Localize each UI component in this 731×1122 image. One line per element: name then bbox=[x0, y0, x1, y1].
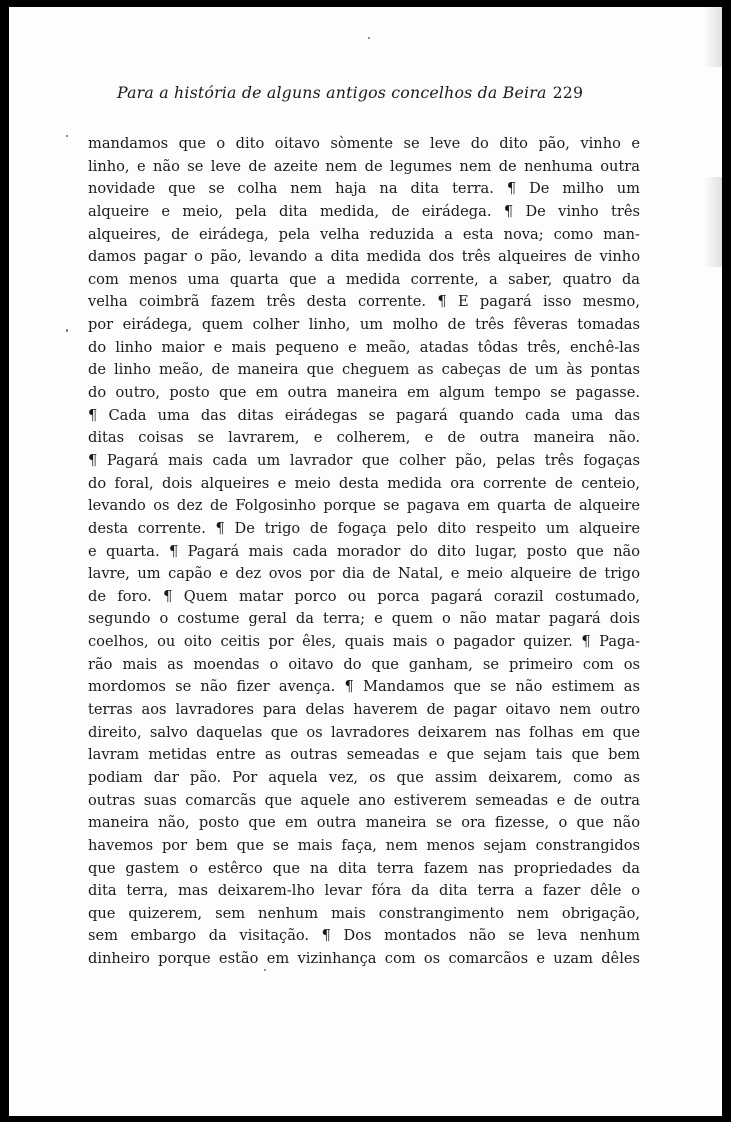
page-edge-smudge bbox=[704, 177, 722, 267]
text-line: damos pagar o pão, levando a dita medida dos três alqueires de vinho bbox=[88, 248, 640, 266]
page-edge-smudge bbox=[704, 7, 722, 67]
text-line: levando os dez de Folgosinho porque se pagava em quarta de alqueire bbox=[88, 497, 640, 515]
text-line: sem embargo da visitação. ¶ Dos montados não se leva nenhum bbox=[88, 927, 640, 945]
text-line: mordomos se não fizer avença. ¶ Mandamos que se não estimem as bbox=[88, 678, 640, 696]
text-line: maneira não, posto que em outra maneira se ora fizesse, o que não bbox=[88, 814, 640, 832]
text-line: dinheiro porque estão em vizinhança com os comarcãos e uzam dêles bbox=[88, 950, 640, 968]
text-line: mandamos que o dito oitavo sòmente se leve do dito pão, vinho e bbox=[88, 135, 640, 152]
text-line: do foral, dois alqueires e meio desta medida ora corrente de centeio, bbox=[88, 474, 640, 492]
ink-speck bbox=[66, 135, 68, 137]
text-line: alqueires, de eirádega, pela velha reduzida a esta nova; como man- bbox=[88, 225, 640, 243]
book-page bbox=[9, 7, 722, 1116]
text-line: novidade que se colha nem haja na dita terra. ¶ De milho um bbox=[88, 180, 640, 198]
text-line: que quizerem, sem nenhum mais constrangimento nem obrigação, bbox=[88, 904, 640, 922]
text-line: ditas coisas se lavrarem, e colherem, e de outra maneira não. bbox=[88, 429, 640, 447]
text-line: terras aos lavradores para delas haverem de pagar oitavo nem outro bbox=[88, 701, 640, 719]
ink-speck bbox=[368, 37, 370, 39]
text-line: dita terra, mas deixarem-lho levar fóra da dita terra a fazer dêle o bbox=[88, 882, 640, 900]
text-line: linho, e não se leve de azeite nem de legumes nem de nenhuma outra bbox=[88, 157, 640, 175]
running-head-title: Para a história de alguns antigos concelhos da Beira bbox=[117, 83, 547, 102]
text-line: de foro. ¶ Quem matar porco ou porca pagará corazil costumado, bbox=[88, 587, 640, 605]
text-line: lavre, um capão e dez ovos por dia de Natal, e meio alqueire de trigo bbox=[88, 565, 640, 583]
text-line: com menos uma quarta que a medida corrente, a saber, quatro da bbox=[88, 270, 640, 288]
ink-speck bbox=[66, 329, 68, 332]
text-line: lavram metidas entre as outras semeadas e que sejam tais que bem bbox=[88, 746, 640, 764]
text-line: rão mais as moendas o oitavo do que ganham, se primeiro com os bbox=[88, 655, 640, 673]
text-line: direito, salvo daquelas que os lavradores deixarem nas folhas em que bbox=[88, 723, 640, 741]
text-line: havemos por bem que se mais faça, nem menos sejam constrangidos bbox=[88, 836, 640, 854]
text-line: alqueire e meio, pela dita medida, de eirádega. ¶ De vinho três bbox=[88, 202, 640, 220]
text-line: e quarta. ¶ Pagará mais cada morador do dito lugar, posto que não bbox=[88, 542, 640, 560]
running-head bbox=[117, 83, 587, 102]
text-line: segundo o costume geral da terra; e quem o não matar pagará dois bbox=[88, 610, 640, 628]
text-line: outras suas comarcãs que aquele ano estiverem semeadas e de outra bbox=[88, 791, 640, 809]
body-text bbox=[88, 133, 640, 971]
page-number: 229 bbox=[552, 83, 584, 102]
text-line: que gastem o estêrco que na dita terra fazem nas propriedades da bbox=[88, 859, 640, 877]
text-line: ¶ Pagará mais cada um lavrador que colher pão, pelas três fogaças bbox=[88, 451, 640, 469]
text-line: do outro, posto que em outra maneira em algum tempo se pagasse. bbox=[88, 384, 640, 402]
text-line: velha coimbrã fazem três desta corrente. ¶ E pagará isso mesmo, bbox=[88, 293, 640, 311]
text-line: coelhos, ou oito ceitis por êles, quais mais o pagador quizer. ¶ Paga- bbox=[88, 633, 640, 651]
text-line: do linho maior e mais pequeno e meão, atadas tôdas três, enchê-las bbox=[88, 338, 640, 356]
text-line: ¶ Cada uma das ditas eirádegas se pagará quando cada uma das bbox=[88, 406, 640, 424]
text-line: desta corrente. ¶ De trigo de fogaça pelo dito respeito um alqueire bbox=[88, 519, 640, 537]
text-line: de linho meão, de maneira que cheguem as cabeças de um às pontas bbox=[88, 361, 640, 379]
text-line: por eirádega, quem colher linho, um molho de três fêveras tomadas bbox=[88, 316, 640, 334]
text-line: podiam dar pão. Por aquela vez, os que assim deixarem, como as bbox=[88, 768, 640, 786]
